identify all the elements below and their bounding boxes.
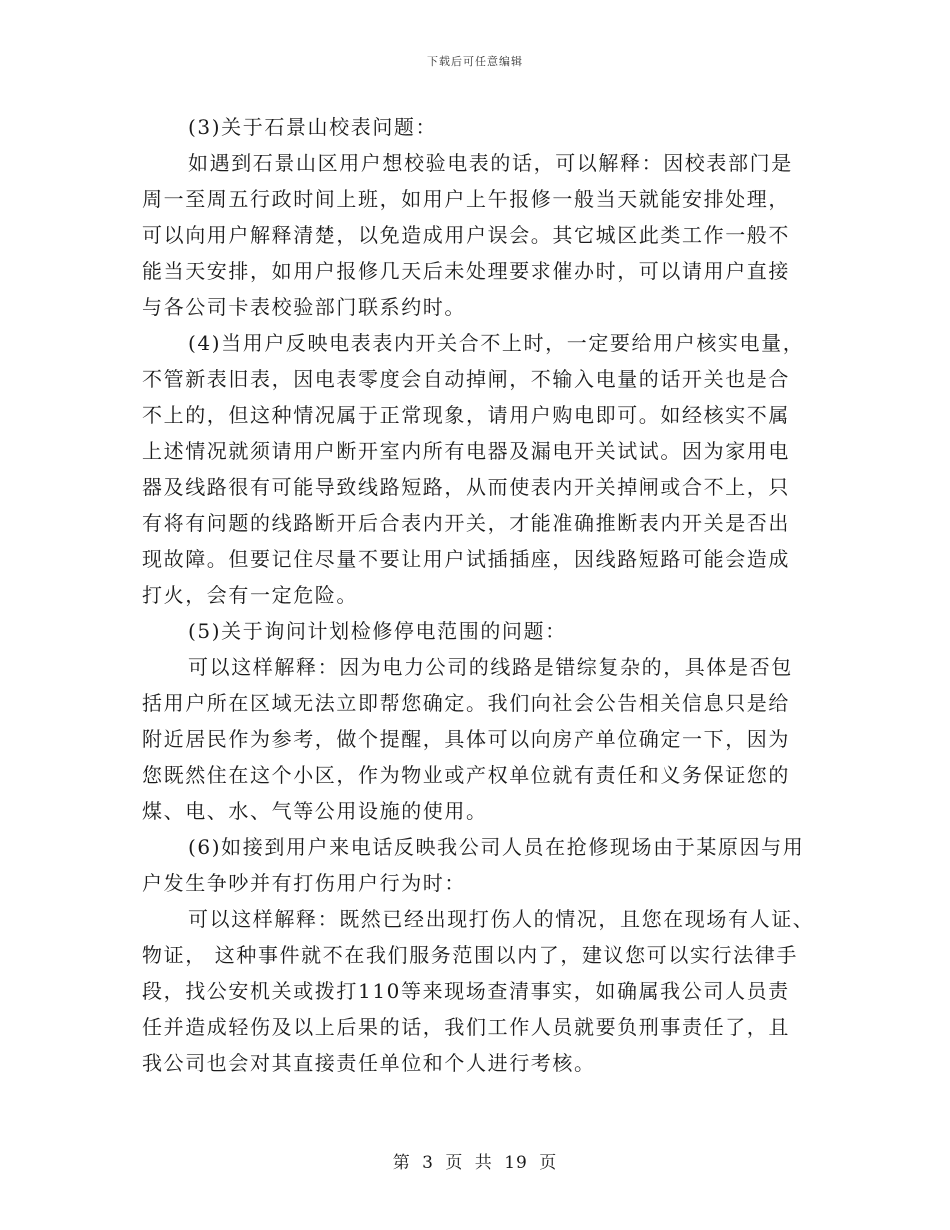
paragraph-line: 周一至周五行政时间上班，如用户上午报修一般当天就能安排处理， [142,187,790,211]
document-body [142,109,815,1081]
paragraph-line: 可以这样解释：因为电力公司的线路是错综复杂的，具体是否包 [188,655,793,679]
paragraph-line: 段，找公安机关或拨打110等来现场查清事实，如确属我公司人员责 [142,979,790,1003]
heading-3: (3)关于石景山校表问题： [188,115,438,139]
paragraph-line: 任并造成轻伤及以上后果的话，我们工作人员就要负刑事责任了，且 [142,1015,790,1039]
paragraph-line: 如遇到石景山区用户想校验电表的话，可以解释：因校表部门是 [188,151,793,175]
paragraph-line: 煤、电、水、气等公用设施的使用。 [142,799,488,823]
paragraph-line: 物证， 这种事件就不在我们服务范围以内了，建议您可以实行法律手 [142,943,798,967]
paragraph-line: 我公司也会对其直接责任单位和个人进行考核。 [142,1051,596,1075]
page-number: 第 3 页 共 19 页 [392,1153,558,1173]
heading-6: (6)如接到用户来电话反映我公司人员在抢修现场由于某原因与用 [188,835,805,859]
paragraph-line: 可以这样解释：既然已经出现打伤人的情况，且您在现场有人证、 [188,907,815,931]
paragraph-line: 附近居民作为参考，做个提醒，具体可以向房产单位确定一下，因为 [142,727,790,751]
paragraph-line: 上述情况就须请用户断开室内所有电器及漏电开关试试。因为家用电 [142,439,790,463]
paragraph-line: 括用户所在区域无法立即帮您确定。我们向社会公告相关信息只是给 [142,691,790,715]
paragraph-line: 可以向用户解释清楚，以免造成用户误会。其它城区此类工作一般不 [142,223,790,247]
paragraph-line: 打火，会有一定危险。 [142,583,358,607]
paragraph-line: 现故障。但要记住尽量不要让用户试插插座，因线路短路可能会造成 [142,547,790,571]
paragraph-line: 与各公司卡表校验部门联系约时。 [142,295,466,319]
heading-4: (4)当用户反映电表表内开关合不上时，一定要给用户核实电量， [188,331,805,355]
paragraph-line: 您既然住在这个小区，作为物业或产权单位就有责任和义务保证您的 [142,763,790,787]
paragraph-line: 不上的，但这种情况属于正常现象，请用户购电即可。如经核实不属 [142,403,790,427]
paragraph-line: 器及线路很有可能导致线路短路，从而使表内开关掉闸或合不上，只 [142,475,790,499]
header-note: 下载后可任意编辑 [427,55,523,68]
paragraph-line: 不管新表旧表，因电表零度会自动掉闸，不输入电量的话开关也是合 [142,367,790,391]
paragraph-line: 有将有问题的线路断开后合表内开关，才能准确推断表内开关是否出 [142,511,790,535]
heading-5: (5)关于询问计划检修停电范围的问题： [188,619,567,643]
paragraph-line: 户发生争吵并有打伤用户行为时： [142,871,466,895]
paragraph-line: 能当天安排，如用户报修几天后未处理要求催办时，可以请用户直接 [142,259,790,283]
